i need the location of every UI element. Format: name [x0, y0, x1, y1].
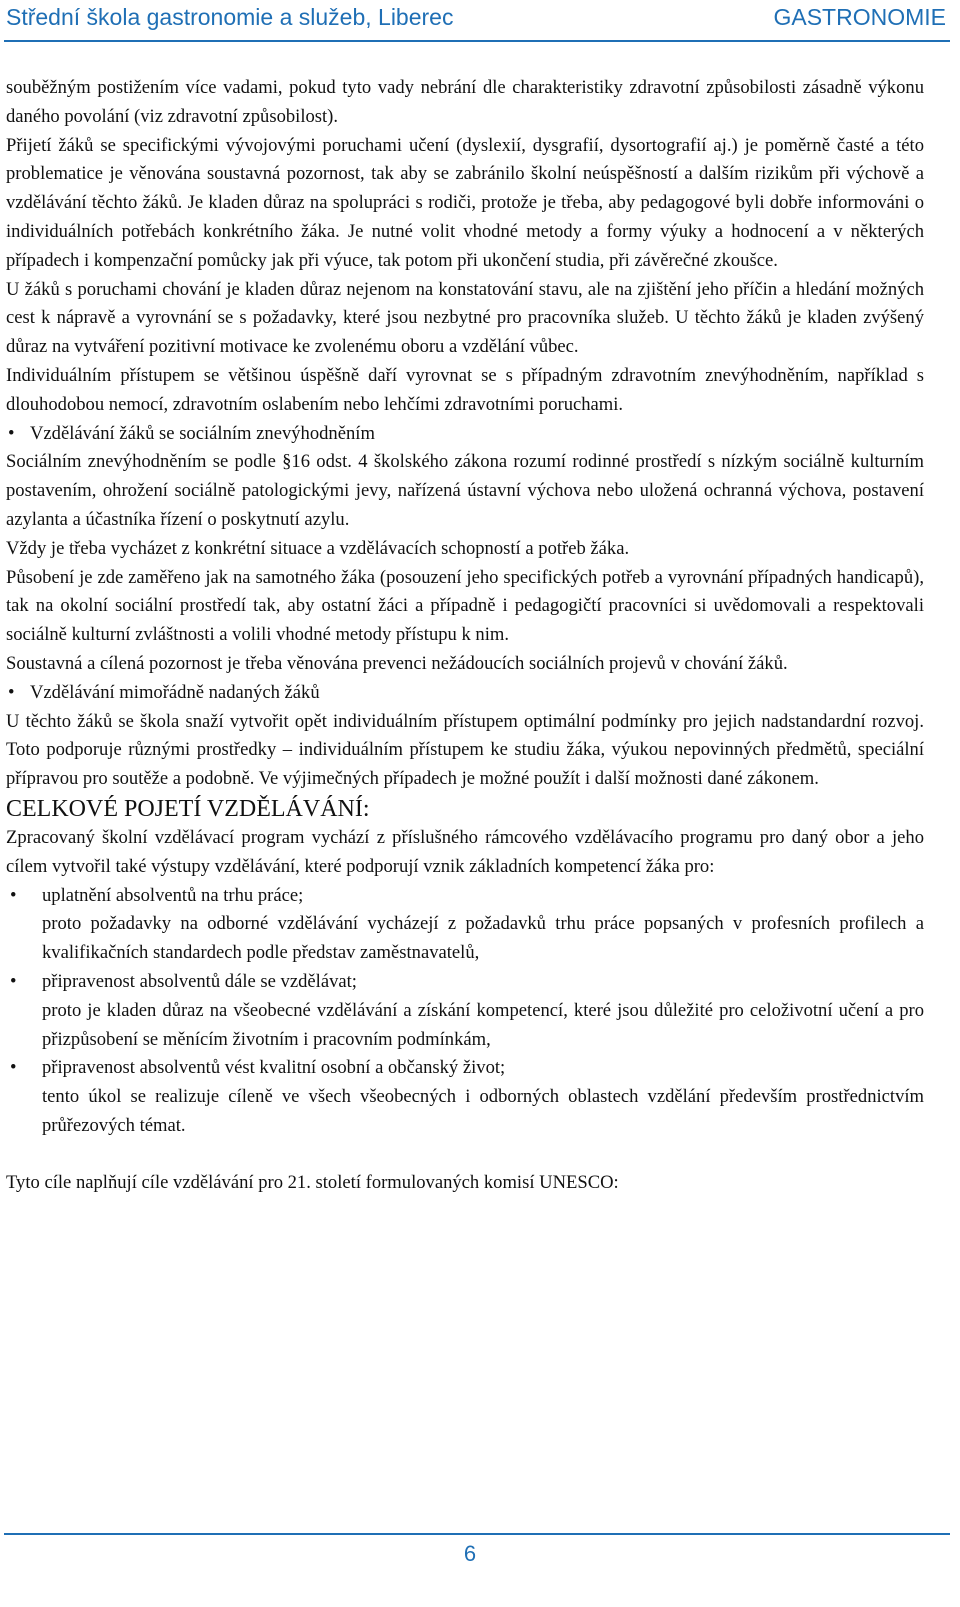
paragraph: Vždy je třeba vycházet z konkrétní situace a vzdělávacích schopností a potřeb žáka. [6, 537, 630, 559]
goal-description: proto je kladen důraz na všeobecné vzdělávání a získání kompetencí, které jsou důležité pro celoživotní učení a pro přizpůsobení se měnícím životním i pracovním podmínkám, [42, 999, 924, 1050]
goal-list [6, 882, 924, 1141]
paragraph: Individuálním přístupem se většinou úspěšně daří vyrovnat se s případným zdravotním znevýhodněním, například s dlouhodobou nemocí, zdravotním oslabením nebo lehčími zdravotními poruchami. [6, 364, 924, 415]
document-body [6, 74, 924, 1197]
paragraph: Přijetí žáků se specifickými vývojovými poruchami učení (dyslexií, dysgrafií, dysortografií aj.) je poměrně časté a této problematice je věnována soustavná pozornost, tak aby se zabránilo školní neúspěšností a dalším rizikům při výchově a vzdělávání těchto žáků. Je kladen důraz na spolupráci s rodiči, protože je třeba, aby pedagogové byli dobře informováni o individuálních potřebách konkrétního žáka. Je nutné volit vhodné metody a formy výuky a hodnocení a v některých případech i kompenzační pomůcky jak při výuce, tak potom při ukončení studia, při závěrečné zkoušce. [6, 134, 924, 271]
paragraph: U těchto žáků se škola snaží vytvořit opět individuálním přístupem optimální podmínky pro jejich nadstandardní rozvoj. Toto podporuje různými prostředky – individuálním přístupem ke studiu žáka, výukou nepovinných předmětů, speciální přípravou pro soutěže a podobně. Ve výjimečných případech je možné použít i další možnosti dané zákonem. [6, 710, 924, 790]
list-item [6, 968, 924, 1054]
goal-title: • připravenost absolventů vést kvalitní osobní a občanský život; [42, 1057, 506, 1079]
paragraph: souběžným postižením více vadami, pokud tyto vady nebrání dle charakteristiky zdravotní způsobilosti zásadně výkonu daného povolání (viz zdravotní způsobilost). [6, 77, 924, 127]
page-header [0, 0, 960, 44]
section-intro: Zpracovaný školní vzdělávací program vychází z příslušného rámcového vzdělávacího programu pro daný obor a jeho cílem vytvořil také výstupy vzdělávání, které podporují vznik základních kompetencí žáka pro: [6, 826, 924, 877]
paragraph: Působení je zde zaměřeno jak na samotného žáka (posouzení jeho specifických potřeb a vyrovnání případných handicapů), tak na okolní sociální prostředí tak, aby ostatní žáci a případně i pedagogičtí pracovníci si uvědomovali a respektovali sociálně kulturní zvláštnosti a volili vhodné metody přístupu k nim. [6, 566, 924, 646]
header-divider [4, 40, 950, 42]
footer-divider [4, 1533, 950, 1535]
paragraph: U žáků s poruchami chování je kladen důraz nejenom na konstatování stavu, ale na zjištění jeho příčin a hledání možných cest k nápravě a vyrovnání se s požadavky, které jsou nezbytné pro pracovníka služeb. U těchto žáků je kladen zvýšený důraz na vytváření pozitivní motivace ke zvolenému oboru a vzdělání vůbec. [6, 278, 924, 358]
list-item [6, 882, 924, 968]
bullet-heading: • Vzdělávání mimořádně nadaných žáků [6, 679, 924, 708]
list-item [6, 1054, 924, 1140]
page-number: 6 [463, 1541, 477, 1566]
closing-paragraph: Tyto cíle naplňují cíle vzdělávání pro 21. století formulovaných komisí UNESCO: [6, 1171, 619, 1193]
field-name: GASTRONOMIE [773, 4, 946, 30]
goal-title: • uplatnění absolventů na trhu práce; [42, 884, 304, 906]
paragraph: Sociálním znevýhodněním se podle §16 odst. 4 školského zákona rozumí rodinné prostředí s nízkým sociálně kulturním postavením, ohrožení sociálně patologickými jevy, nařízená ústavní výchova nebo uložená ochranná výchova, postavení azylanta a účastníka řízení o poskytnutí azylu. [6, 451, 924, 530]
goal-description: proto požadavky na odborné vzdělávání vycházejí z požadavků trhu práce popsaných v profesních profilech a kvalifikačních standardech podle představ zaměstnavatelů, [42, 913, 924, 964]
goal-description: tento úkol se realizuje cíleně ve všech všeobecných i odborných oblastech vzdělání především prostřednictvím průřezových témat. [42, 1086, 924, 1136]
school-name: Střední škola gastronomie a služeb, Liberec [6, 4, 454, 30]
bullet-heading: • Vzdělávání žáků se sociálním znevýhodněním [6, 420, 924, 449]
paragraph: Soustavná a cílená pozornost je třeba věnována prevenci nežádoucích sociálních projevů v chování žáků. [6, 652, 788, 674]
goal-title: • připravenost absolventů dále se vzdělávat; [42, 970, 357, 992]
section-heading: CELKOVÉ POJETÍ VZDĚLÁVÁNÍ: [6, 795, 370, 822]
